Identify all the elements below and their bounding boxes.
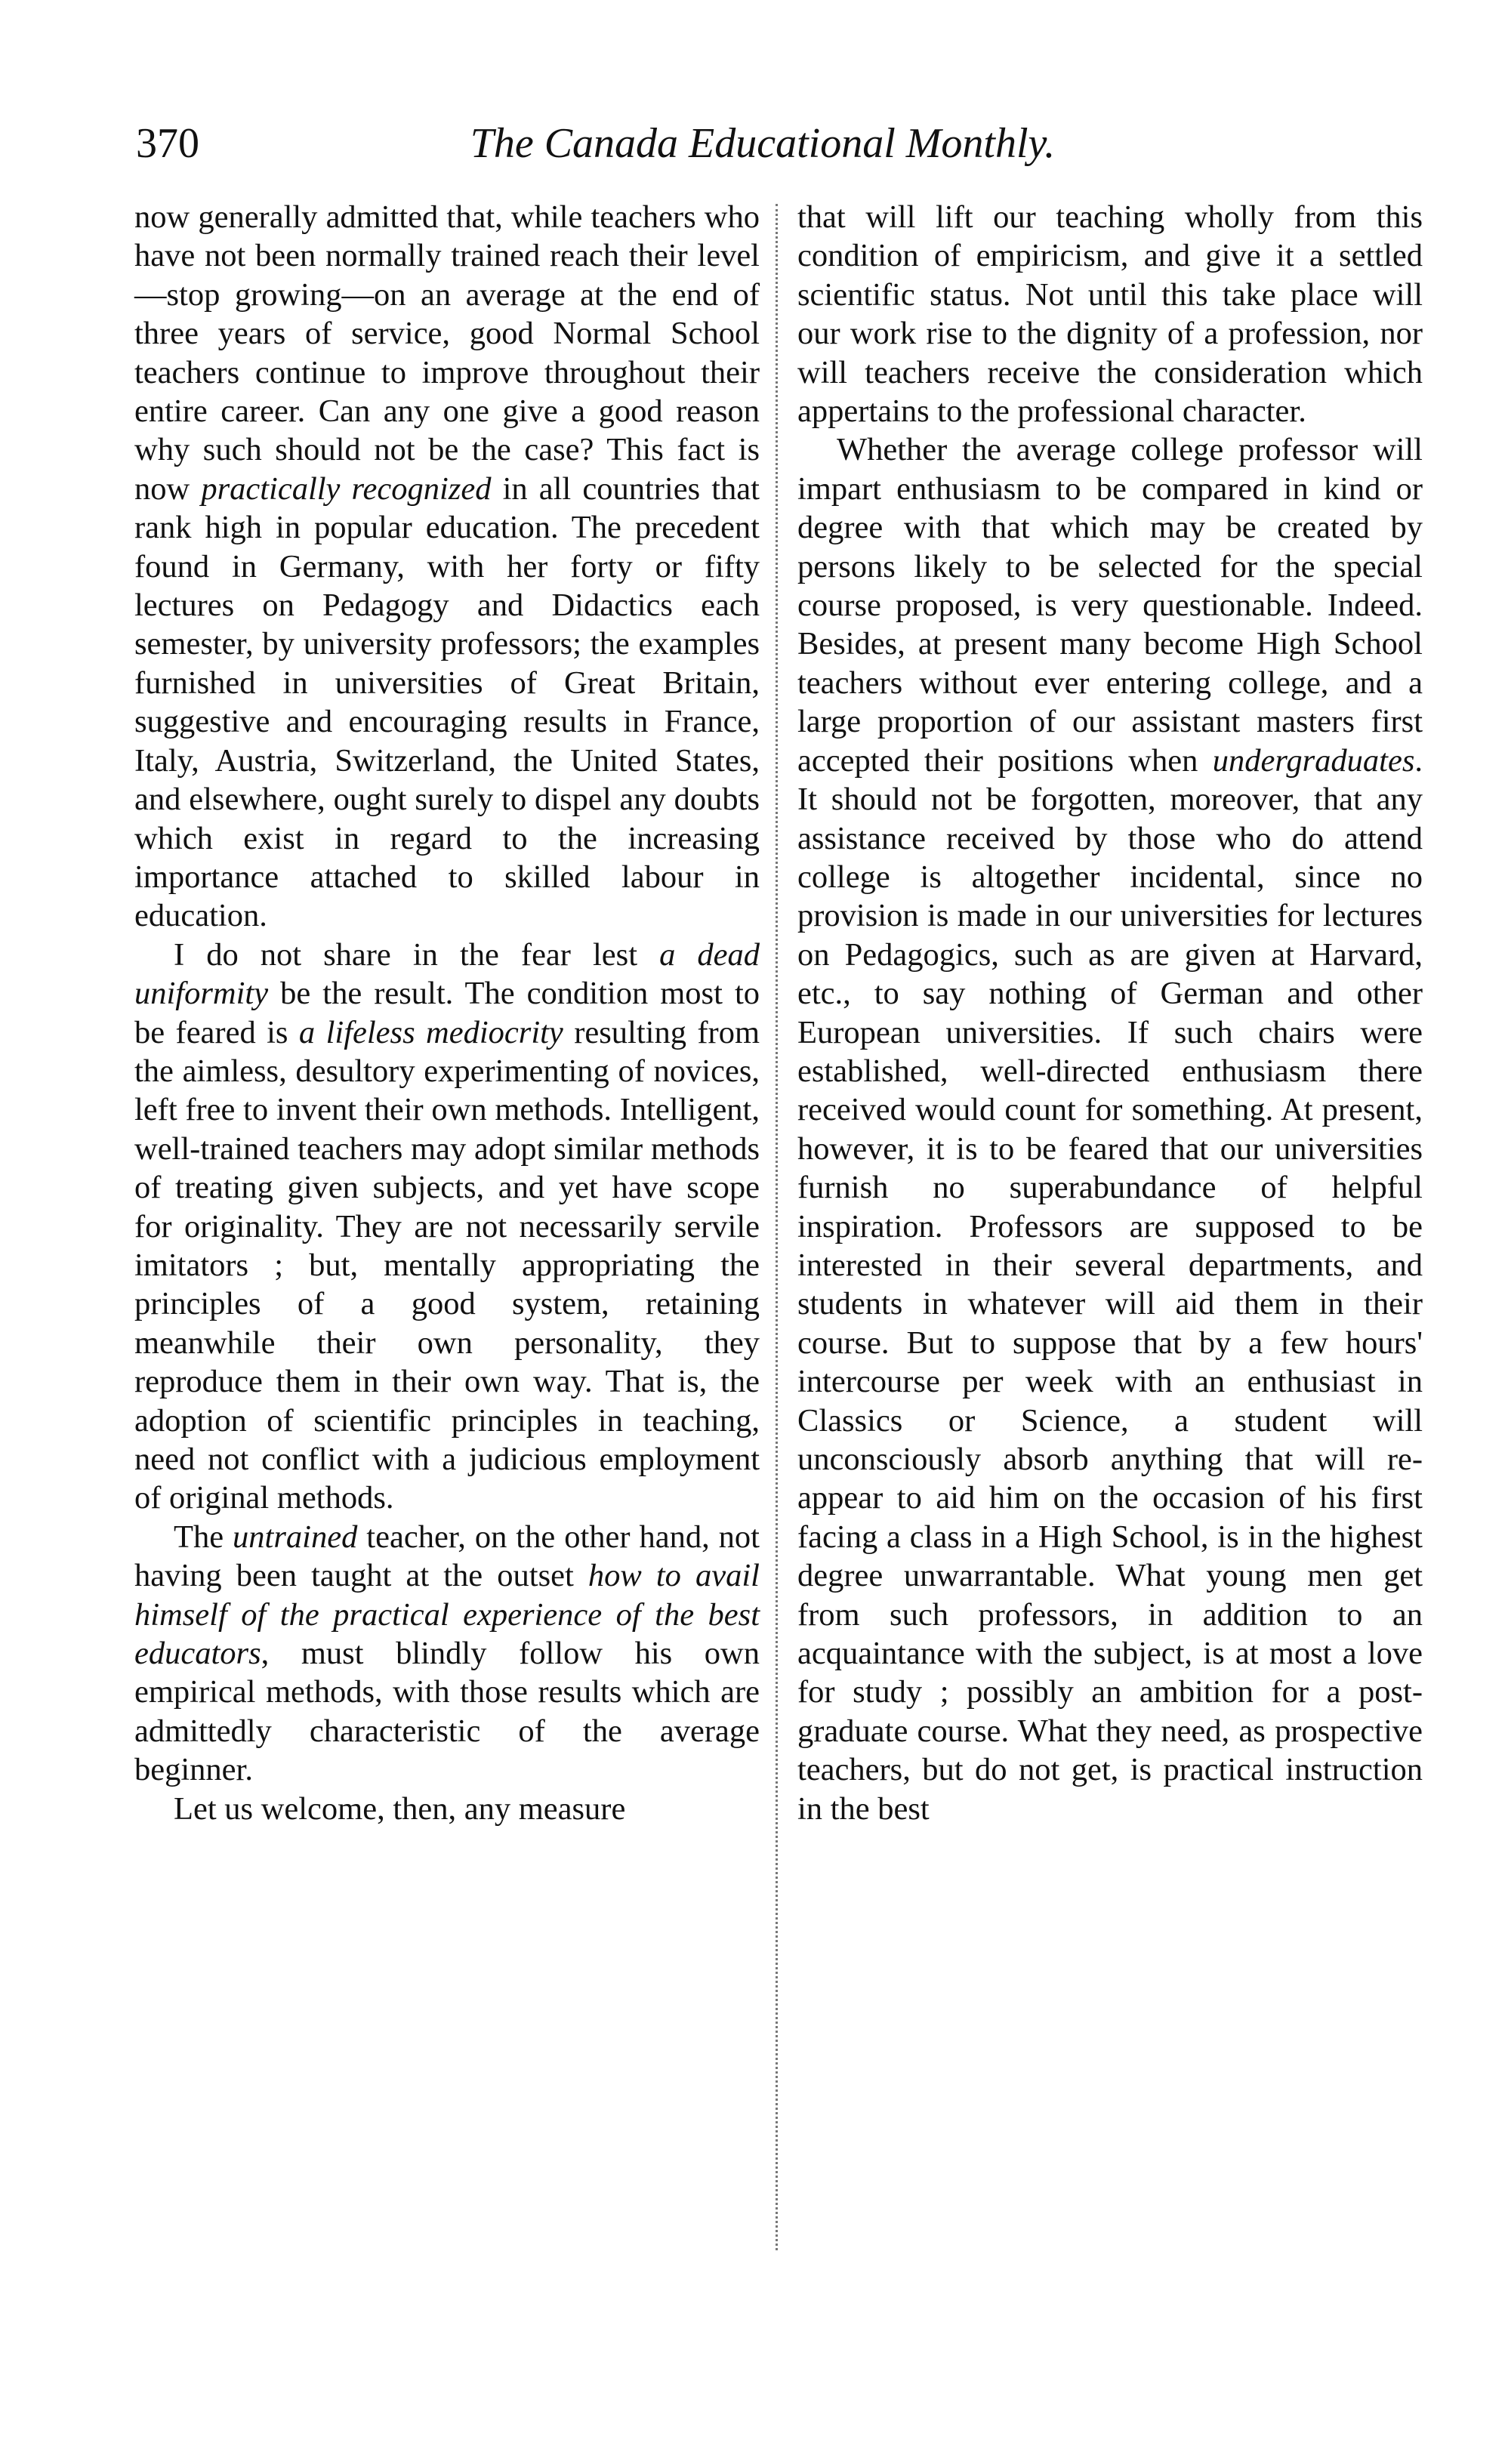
paragraph <box>134 936 760 1518</box>
text-run: now generally admitted that, while teachers who have not been normally trained reach their level—stop growing—on an average at the end of three years of service, good Normal School teachers continue to improve throughout their entire career. Can any one give a good reason why such should not be the case? This fact is now <box>134 199 760 507</box>
text-run: in all countries that rank high in popular education. The precedent found in Germany, with her forty or fifty lectures on Pedagogy and Didactics each semester, by university professors; the examples furnished in universities of Great Britain, suggestive and encouraging results in France, Italy, Austria, Switzerland, the United States, and elsewhere, ought surely to dispel any doubts which exist in regard to the increasing importance attached to skilled labour in education. <box>134 470 760 934</box>
text-run: resulting from the aimless, desultory experimenting of novices, left free to invent their own methods. Intelligent, well-trained teachers may adopt similar methods of treating given subjects, and yet have scope for originality. They are not necessarily servile imitators ; but, mentally appropriating the principles of a good system, retaining meanwhile their own personality, they reproduce them in their own way. That is, the adoption of scientific principles in teaching, need not conflict with a judicious employment of original methods. <box>134 1014 760 1516</box>
italic-phrase: a lifeless mediocrity <box>298 1014 563 1050</box>
paragraph <box>134 198 760 936</box>
text-run: teacher, on the other hand, not having been taught at the outset <box>134 1519 760 1594</box>
italic-phrase: untrained <box>233 1519 358 1555</box>
column-divider <box>776 204 778 2250</box>
running-title: The Canada Educational Monthly. <box>470 120 1056 167</box>
right-text-column <box>797 198 1423 1828</box>
paragraph <box>797 198 1423 430</box>
italic-phrase: practically recognized <box>201 470 492 507</box>
text-run: that will lift our teaching wholly from this condition of empiricism, and give it a settled scientific status. Not until this take place will our work rise to the dignity of a profession, nor will teachers receive the consideration which appertains to the professional character. <box>797 199 1423 430</box>
italic-phrase: how to avail himself of the practical experience of the best educators <box>134 1558 760 1672</box>
page-number: 370 <box>136 120 199 167</box>
paragraph <box>797 430 1423 1828</box>
page-header <box>136 113 1389 174</box>
text-run: , must blindly follow his own empirical methods, with those results which are admittedly characteristic of the average beginner. <box>134 1636 760 1788</box>
paragraph <box>134 1518 760 1790</box>
italic-phrase: undergraduates <box>1212 742 1415 779</box>
left-text-column <box>134 198 760 1828</box>
text-run: . It should not be forgotten, moreover, that any assistance received by those who do attend college is altogether incidental, since no provision is made in our universities for lectures on Pedagogics, such as are given at Harvard, etc., to say nothing of German and other European universities. If such chairs were established, well-directed enthusiasm there received would count for something. At present, however, it is to be feared that our universities furnish no superabundance of helpful inspiration. Professors are supposed to be interested in their several departments, and students in whatever will aid them in their course. But to suppose that by a few hours' intercourse per week with an enthusiast in Classics or Science, a student will unconsciously absorb anything that will re-appear to aid him on the occasion of his first facing a class in a High School, is in the highest degree unwarrantable. What young men get from such professors, in addition to an acquaintance with the subject, is at most a love for study ; possibly an ambition for a post-graduate course. What they need, as prospective teachers, but do not get, is practical instruction in the best <box>797 742 1423 1827</box>
italic-phrase: a dead uniformity <box>134 936 760 1012</box>
paragraph <box>134 1790 760 1828</box>
text-run: Let us welcome, then, any measure <box>174 1790 626 1827</box>
text-run: I do not share in the fear lest <box>174 936 660 973</box>
text-run: Whether the average college professor will impart enthusiasm to be compared in kind or degree with that which may be created by persons likely to be selected for the special course proposed, is very questionable. Indeed. Besides, at present many become High School teachers without ever entering college, and a large proportion of our assistant masters first accepted their positions when <box>797 432 1423 779</box>
text-run: The <box>174 1519 233 1555</box>
text-run: be the result. The condition most to be feared is <box>134 976 760 1050</box>
